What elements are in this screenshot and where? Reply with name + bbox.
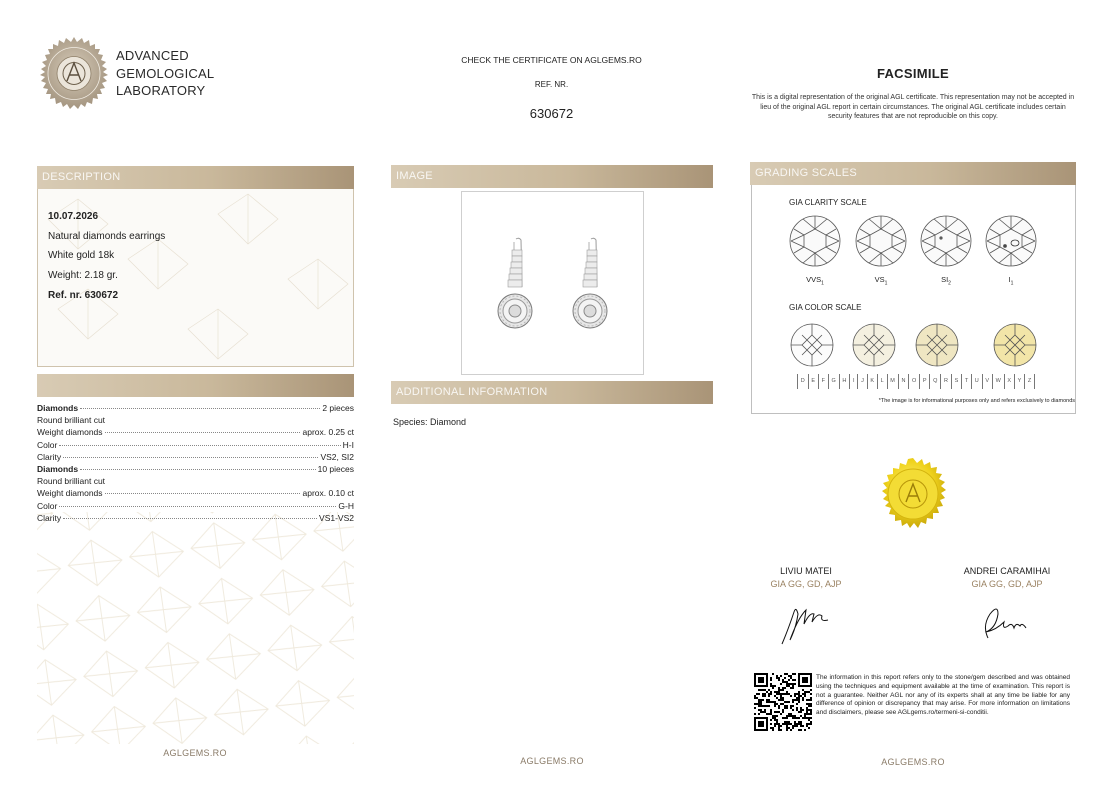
clarity-diamonds [785, 214, 1041, 270]
color-grade-t: T [961, 374, 971, 389]
description-header-bar [37, 166, 354, 189]
grading-note: *The image is for informational purposes only and refers exclusively to diamonds [878, 398, 1075, 404]
footer-center-url[interactable]: AGLGEMS.RO [520, 756, 584, 766]
clarity-diamond-si2 [921, 216, 971, 266]
stone-1-clarity-label: Clarity [37, 451, 62, 462]
color-grade-z: Z [1024, 374, 1035, 389]
description-details [48, 207, 165, 306]
stone-2-cut: Round brilliant cut [37, 476, 106, 487]
stone-1-color-label: Color [37, 439, 58, 450]
color-letter-strip [797, 374, 1035, 389]
stone-2-color: G-H [338, 500, 354, 511]
disclaimer-text: The information in this report refers only to the stone/gem described and was obtained using the techniques and equipment available at the time of examination. This report is not a guarantee. Neither AGL nor any of its experts shall at any time be liable for any difference of opinion or discrepancy that may arise. For more information on limitations and disclaimers, please see AGLgems.ro/termeni-si-conditii. [816, 674, 1070, 717]
additional-title: ADDITIONAL INFORMATION [396, 386, 548, 398]
stones-header-bar [37, 374, 354, 397]
color-grade-l: L [877, 374, 887, 389]
earrings-photo [462, 192, 643, 374]
color-diamonds [785, 320, 1041, 370]
color-grade-v: V [982, 374, 992, 389]
stones-table [37, 402, 354, 524]
agl-seal-logo [36, 36, 112, 112]
signer-1-name: LIVIU MATEI [780, 566, 832, 576]
check-certificate-text: CHECK THE CERTIFICATE ON AGLGEMS.RO [461, 55, 642, 65]
stone-1-weight: aprox. 0.25 ct [302, 427, 354, 438]
clarity-diamond-vvs1 [790, 216, 840, 266]
color-grade-o: O [908, 374, 919, 389]
stone-2-count: 10 pieces [317, 464, 354, 475]
grading-title: GRADING SCALES [755, 167, 858, 179]
clarity-label-i1: $I_1$ [1008, 275, 1014, 287]
clarity-label-vvs1: $VVS_1$ [806, 275, 824, 287]
color-grade-r: R [940, 374, 951, 389]
description-weight: Weight: 2.18 gr. [48, 270, 118, 282]
footer-right-url[interactable]: AGLGEMS.RO [881, 757, 945, 767]
clarity-label-vs1: $VS_1$ [874, 275, 888, 287]
description-ref: Ref. nr. 630672 [48, 289, 119, 301]
ref-number: 630672 [529, 106, 574, 121]
stone-2-name: Diamonds [37, 464, 79, 475]
description-title: DESCRIPTION [42, 171, 121, 183]
stone-2-clarity-label: Clarity [37, 512, 62, 523]
color-grade-p: P [919, 374, 929, 389]
gold-seal-icon [873, 456, 953, 536]
earrings-photo-frame [461, 191, 644, 375]
color-grade-e: E [808, 374, 818, 389]
stone-2-row [37, 463, 354, 475]
color-grade-d: D [797, 374, 808, 389]
clarity-scale-title: GIA CLARITY SCALE [789, 198, 867, 207]
lab-name-line-2: GEMOLOGICAL [116, 65, 215, 81]
color-grade-g: G [828, 374, 839, 389]
signer-2-signature [978, 600, 1034, 646]
color-grade-n: N [898, 374, 909, 389]
facsimile-title: FACSIMILE [876, 66, 950, 81]
color-grade-f: F [818, 374, 828, 389]
ref-label: REF. NR. [534, 80, 569, 89]
image-header-bar [391, 165, 713, 188]
signer-2-name: ANDREI CARAMIHAI [963, 566, 1051, 576]
color-scale-title: GIA COLOR SCALE [789, 303, 862, 312]
lab-name-line-3: LABORATORY [116, 83, 206, 98]
color-grade-y: Y [1014, 374, 1024, 389]
color-grade-m: M [887, 374, 898, 389]
stone-1-count: 2 pieces [322, 403, 354, 413]
color-grade-q: Q [929, 374, 940, 389]
color-grade-x: X [1004, 374, 1014, 389]
color-grade-j: J [857, 374, 866, 389]
signer-1-credentials: GIA GG, GD, AJP [770, 579, 842, 589]
stone-1-cut: Round brilliant cut [37, 415, 106, 426]
color-diamond-light [994, 324, 1036, 366]
lab-name-line-1: ADVANCED [116, 48, 189, 63]
stone-1-color: H-I [342, 439, 354, 450]
stone-1-row [37, 402, 354, 414]
clarity-label-si2: $SI_2$ [941, 275, 951, 287]
lab-name [116, 47, 214, 100]
stone-2-color-label: Color [37, 500, 58, 511]
image-title: IMAGE [396, 170, 433, 182]
color-grade-s: S [951, 374, 961, 389]
clarity-diamond-i1 [986, 216, 1036, 266]
description-item: Natural diamonds earrings [48, 230, 166, 242]
footer-left-url[interactable]: AGLGEMS.RO [163, 748, 227, 758]
color-grade-w: W [992, 374, 1004, 389]
color-diamond-faint [916, 324, 958, 366]
stone-1-weight-label: Weight diamonds [37, 427, 103, 438]
signer-2-credentials: GIA GG, GD, AJP [971, 579, 1043, 589]
signer-1-signature [776, 600, 836, 650]
stone-1-name: Diamonds [37, 403, 79, 413]
color-grade-u: U [971, 374, 982, 389]
color-diamond-colorless [791, 324, 833, 366]
facsimile-note: This is a digital representation of the original AGL certificate. This representation may not be accepted in lieu of the original AGL report in certain circumstances. The original AGL certificate includes certain security features that are not reproducible on this copy. [751, 94, 1075, 121]
color-diamond-near-colorless [853, 324, 895, 366]
qr-code-icon[interactable] [754, 673, 812, 731]
color-grade-k: K [867, 374, 877, 389]
stone-2-weight: aprox. 0.10 ct [302, 488, 354, 499]
color-grade-i: I [849, 374, 857, 389]
color-grade-h: H [839, 374, 850, 389]
stone-2-clarity: VS1-VS2 [319, 512, 354, 523]
description-metal: White gold 18k [48, 250, 115, 262]
additional-header-bar [391, 381, 713, 404]
description-date: 10.07.2026 [48, 211, 99, 222]
grading-header-bar [750, 162, 1076, 185]
stone-1-clarity: VS2, SI2 [320, 451, 354, 462]
stone-2-weight-label: Weight diamonds [37, 488, 103, 499]
clarity-diamond-vs1 [856, 216, 906, 266]
species-text: Species: Diamond [393, 417, 467, 427]
